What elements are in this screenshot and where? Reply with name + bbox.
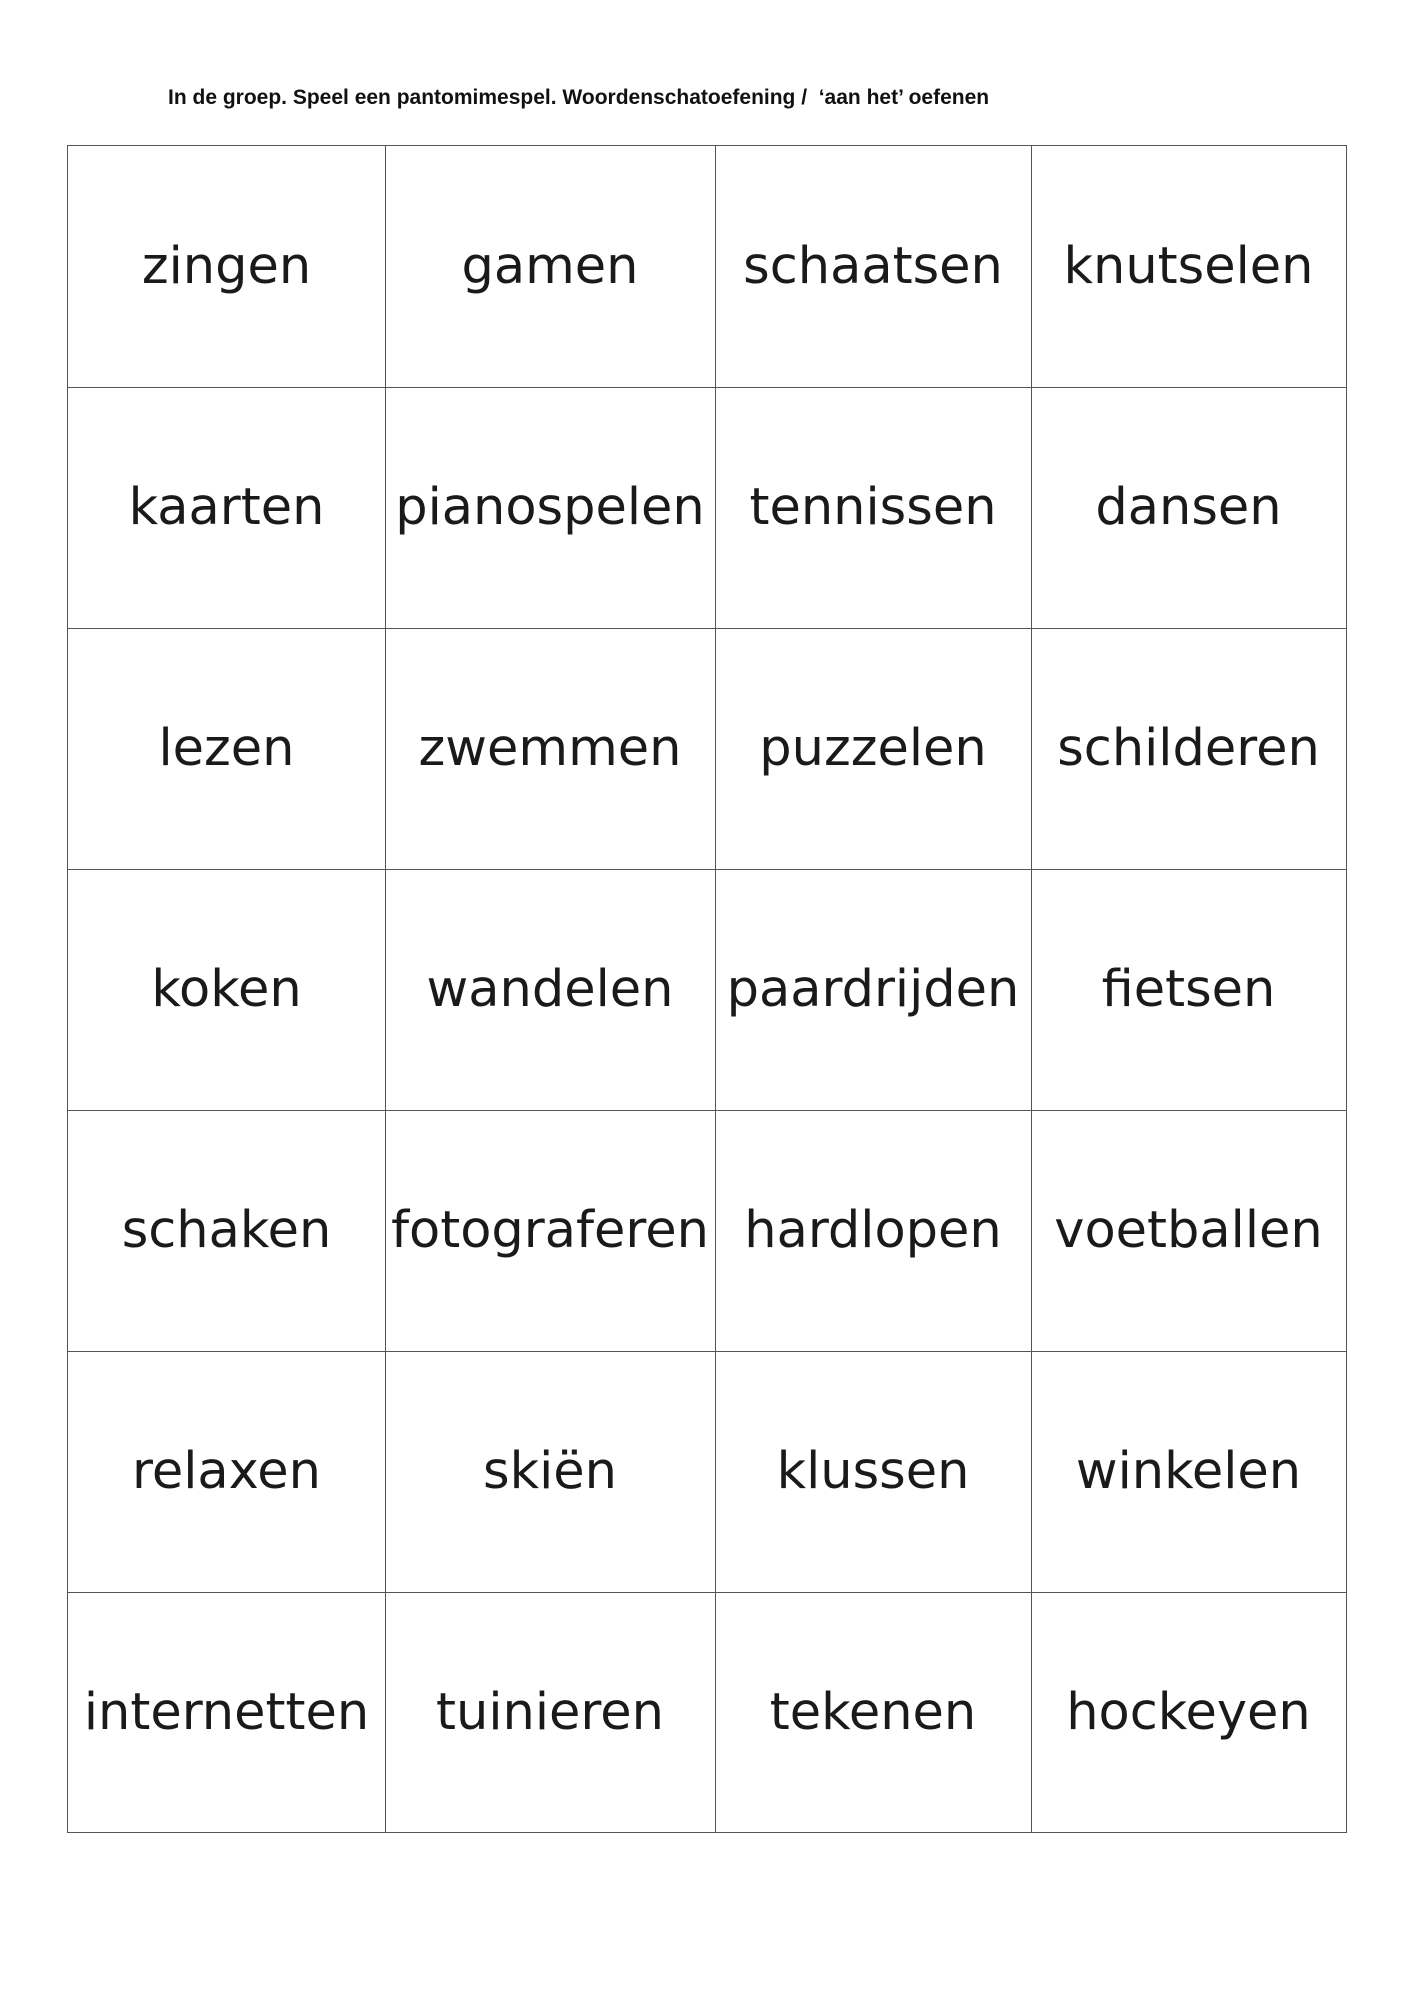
column-divider (715, 146, 716, 1832)
column-divider (385, 146, 386, 1832)
word-card: tekenen (769, 1683, 977, 1742)
row-divider (68, 1110, 1346, 1111)
row-divider (68, 628, 1346, 629)
word-card: gamen (461, 237, 639, 296)
word-card: voetballen (1054, 1201, 1323, 1260)
page-title: In de groep. Speel een pantomimespel. Woordenschatoefening / ‘aan het’ oefenen (168, 86, 990, 109)
grid-row (68, 146, 1346, 387)
word-card: knutselen (1063, 237, 1314, 296)
word-card: tennissen (749, 478, 997, 537)
word-card: fotograferen (391, 1201, 709, 1260)
word-card: internetten (83, 1683, 370, 1742)
word-card: lezen (158, 719, 295, 778)
word-card: schaatsen (743, 237, 1003, 296)
word-card: pianospelen (395, 478, 705, 537)
row-divider (68, 1351, 1346, 1352)
word-card: dansen (1095, 478, 1282, 537)
grid-row (68, 1592, 1346, 1833)
word-card: hardlopen (744, 1201, 1002, 1260)
grid-row (68, 1110, 1346, 1351)
word-card: hockeyen (1066, 1683, 1311, 1742)
word-card: koken (151, 960, 302, 1019)
column-divider (1031, 146, 1032, 1832)
grid-row (68, 869, 1346, 1110)
word-card: zingen (141, 237, 312, 296)
row-divider (68, 387, 1346, 388)
word-card: paardrijden (726, 960, 1020, 1019)
word-card: kaarten (128, 478, 325, 537)
word-card: wandelen (426, 960, 674, 1019)
word-card: skiën (483, 1442, 617, 1501)
row-divider (68, 1592, 1346, 1593)
word-card: winkelen (1075, 1442, 1302, 1501)
grid-row (68, 387, 1346, 628)
grid-row (68, 1351, 1346, 1592)
word-card: puzzelen (759, 719, 987, 778)
row-divider (68, 869, 1346, 870)
word-card: zwemmen (418, 719, 682, 778)
word-card: fietsen (1101, 960, 1276, 1019)
word-card: tuinieren (436, 1683, 664, 1742)
word-grid (67, 145, 1347, 1833)
word-card: schaken (121, 1201, 332, 1260)
word-card: klussen (776, 1442, 970, 1501)
word-card: relaxen (132, 1442, 321, 1501)
word-card: schilderen (1057, 719, 1320, 778)
grid-row (68, 628, 1346, 869)
